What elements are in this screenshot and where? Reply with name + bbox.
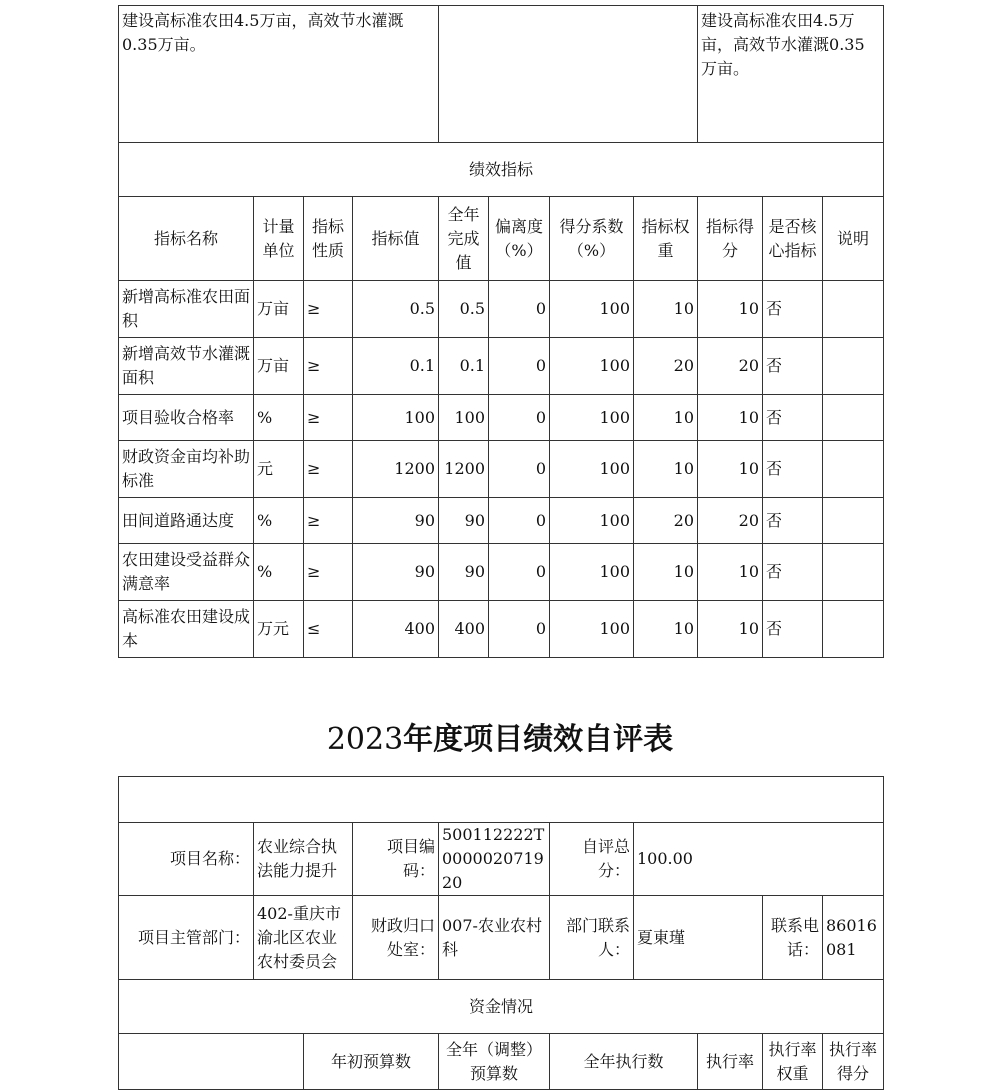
- header-cell: 得分系数（%）: [550, 197, 634, 281]
- indicator-cell: 90: [353, 544, 439, 601]
- indicator-cell: [823, 281, 884, 338]
- project-name-value: 农业综合执法能力提升: [254, 823, 353, 896]
- funds-section-title: 资金情况: [119, 980, 884, 1034]
- indicator-cell: 100: [550, 281, 634, 338]
- indicator-cell: 90: [439, 544, 489, 601]
- indicator-cell: 100: [550, 441, 634, 498]
- indicator-cell: 100: [550, 601, 634, 658]
- indicator-row: [119, 338, 884, 395]
- indicator-cell: 项目验收合格率: [119, 395, 254, 441]
- indicator-cell: ≥: [304, 544, 353, 601]
- header-cell: 计量单位: [254, 197, 304, 281]
- indicator-cell: [823, 544, 884, 601]
- funds-header-cell: 执行率权重: [763, 1034, 823, 1090]
- indicator-cell: 元: [254, 441, 304, 498]
- funds-header-cell: 执行率得分: [823, 1034, 884, 1090]
- indicator-cell: 否: [763, 395, 823, 441]
- indicator-cell: %: [254, 395, 304, 441]
- dept-value: 402-重庆市渝北区农业农村委员会: [254, 896, 353, 980]
- indicator-cell: 10: [634, 544, 698, 601]
- goal-text-left: 建设高标准农田4.5万亩，高效节水灌溉0.35万亩。: [119, 6, 439, 143]
- form-title-year: 2023: [326, 722, 404, 757]
- form-title: [0, 718, 1000, 762]
- dept-label: 项目主管部门：: [119, 896, 254, 980]
- header-cell: 指标权重: [634, 197, 698, 281]
- indicator-cell: 20: [698, 498, 763, 544]
- indicator-cell: ≥: [304, 498, 353, 544]
- indicator-cell: 新增高效节水灌溉面积: [119, 338, 254, 395]
- header-cell: 偏离度（%）: [489, 197, 550, 281]
- indicator-cell: ≥: [304, 395, 353, 441]
- project-code-value: 500112222T000002071920: [439, 823, 550, 896]
- funds-header-cell: 年初预算数: [304, 1034, 439, 1090]
- finance-label: 财政归口处室：: [353, 896, 439, 980]
- score-label: 自评总分：: [550, 823, 634, 896]
- header-cell: 全年完成值: [439, 197, 489, 281]
- indicator-cell: 田间道路通达度: [119, 498, 254, 544]
- indicator-cell: 10: [634, 601, 698, 658]
- contact-value: 夏東瑾: [634, 896, 763, 980]
- funds-header-cell: 全年（调整）预算数: [439, 1034, 550, 1090]
- funds-header-row: [119, 1034, 884, 1090]
- indicator-cell: 100: [353, 395, 439, 441]
- indicator-cell: 100: [550, 498, 634, 544]
- header-cell: 是否核心指标: [763, 197, 823, 281]
- indicator-cell: 否: [763, 498, 823, 544]
- indicator-cell: 400: [439, 601, 489, 658]
- indicator-cell: [823, 395, 884, 441]
- indicator-cell: 10: [634, 395, 698, 441]
- indicator-cell: 20: [634, 498, 698, 544]
- project-info-table: [118, 776, 884, 1090]
- header-cell: 说明: [823, 197, 884, 281]
- indicator-cell: 400: [353, 601, 439, 658]
- header-cell: 指标得分: [698, 197, 763, 281]
- indicator-cell: 财政资金亩均补助标准: [119, 441, 254, 498]
- indicator-cell: 高标准农田建设成本: [119, 601, 254, 658]
- blank-row: [119, 777, 884, 823]
- indicator-cell: 10: [698, 441, 763, 498]
- indicator-cell: 否: [763, 441, 823, 498]
- indicator-cell: 100: [550, 395, 634, 441]
- finance-value: 007-农业农村科: [439, 896, 550, 980]
- indicator-cell: [823, 601, 884, 658]
- indicator-row: [119, 544, 884, 601]
- goal-text-right: 建设高标准农田4.5万亩，高效节水灌溉0.35万亩。: [698, 6, 884, 143]
- indicator-cell: 0.1: [439, 338, 489, 395]
- indicator-cell: 10: [698, 544, 763, 601]
- performance-section-title: 绩效指标: [119, 143, 884, 197]
- indicator-cell: 否: [763, 338, 823, 395]
- indicator-cell: %: [254, 498, 304, 544]
- indicator-row: [119, 498, 884, 544]
- header-cell: 指标值: [353, 197, 439, 281]
- indicator-cell: ≤: [304, 601, 353, 658]
- indicator-cell: ≥: [304, 338, 353, 395]
- indicator-cell: 10: [634, 281, 698, 338]
- performance-table: [118, 5, 884, 658]
- form-title-text: 年度项目绩效自评表: [403, 722, 674, 757]
- indicator-cell: 0.5: [439, 281, 489, 338]
- contact-label: 部门联系人：: [550, 896, 634, 980]
- indicator-cell: 0.5: [353, 281, 439, 338]
- funds-header-cell: 全年执行数: [550, 1034, 698, 1090]
- indicator-cell: 10: [698, 281, 763, 338]
- indicator-cell: 0: [489, 338, 550, 395]
- indicator-cell: 90: [353, 498, 439, 544]
- indicator-cell: [823, 498, 884, 544]
- header-cell: 指标名称: [119, 197, 254, 281]
- indicator-cell: 新增高标准农田面积: [119, 281, 254, 338]
- indicator-cell: [823, 338, 884, 395]
- indicator-cell: 10: [698, 395, 763, 441]
- phone-label: 联系电话：: [763, 896, 823, 980]
- indicator-cell: 10: [634, 441, 698, 498]
- funds-blank-cell: [119, 1034, 304, 1090]
- indicator-row: [119, 441, 884, 498]
- indicator-cell: [823, 441, 884, 498]
- indicator-cell: 0: [489, 441, 550, 498]
- indicator-cell: 否: [763, 281, 823, 338]
- indicator-cell: ≥: [304, 281, 353, 338]
- indicator-cell: 万亩: [254, 281, 304, 338]
- header-cell: 指标性质: [304, 197, 353, 281]
- phone-value: 86016081: [823, 896, 884, 980]
- indicator-row: [119, 281, 884, 338]
- indicator-row: [119, 601, 884, 658]
- indicator-cell: 20: [698, 338, 763, 395]
- indicator-cell: 农田建设受益群众满意率: [119, 544, 254, 601]
- indicator-cell: 10: [698, 601, 763, 658]
- indicator-cell: 0: [489, 498, 550, 544]
- indicator-cell: 0: [489, 544, 550, 601]
- indicator-cell: 否: [763, 601, 823, 658]
- indicator-cell: 万元: [254, 601, 304, 658]
- indicator-cell: 20: [634, 338, 698, 395]
- project-code-label: 项目编码：: [353, 823, 439, 896]
- indicator-cell: 0: [489, 601, 550, 658]
- indicator-cell: 0: [489, 395, 550, 441]
- indicator-cell: 100: [439, 395, 489, 441]
- performance-header-row: [119, 197, 884, 281]
- indicator-cell: 万亩: [254, 338, 304, 395]
- indicator-row: [119, 395, 884, 441]
- indicator-cell: 0.1: [353, 338, 439, 395]
- indicator-cell: 100: [550, 338, 634, 395]
- indicator-cell: 0: [489, 281, 550, 338]
- score-value: 100.00: [634, 823, 884, 896]
- goal-text-middle: [439, 6, 698, 143]
- indicator-cell: ≥: [304, 441, 353, 498]
- indicator-cell: 否: [763, 544, 823, 601]
- indicator-cell: 1200: [439, 441, 489, 498]
- indicator-cell: 1200: [353, 441, 439, 498]
- funds-header-cell: 执行率: [698, 1034, 763, 1090]
- indicator-cell: 90: [439, 498, 489, 544]
- indicator-cell: %: [254, 544, 304, 601]
- indicator-cell: 100: [550, 544, 634, 601]
- project-name-label: 项目名称：: [119, 823, 254, 896]
